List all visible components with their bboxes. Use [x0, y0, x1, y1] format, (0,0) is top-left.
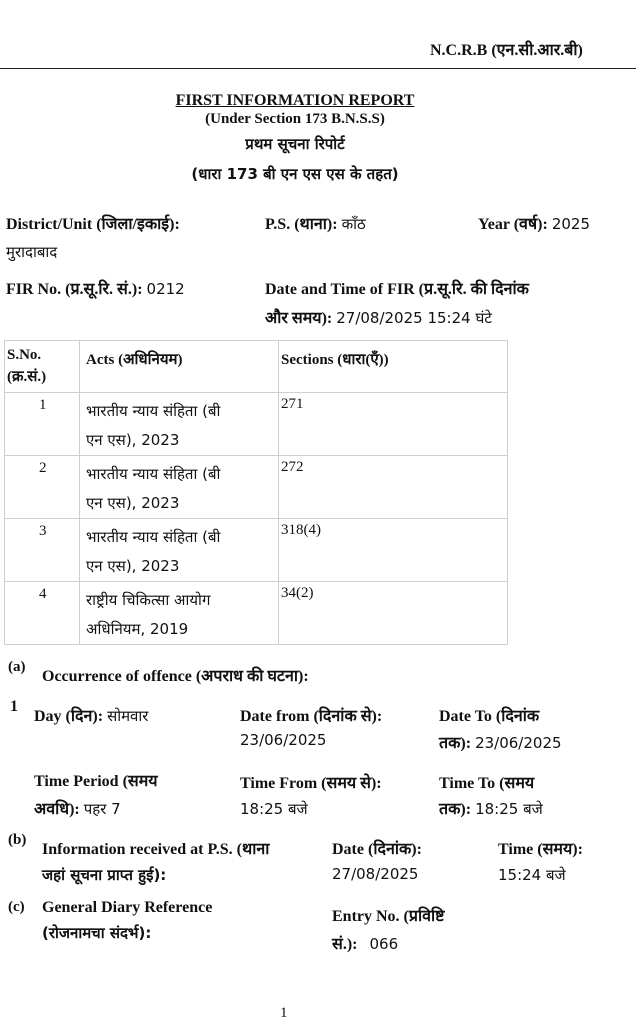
- date-to-field: [439, 731, 562, 753]
- time-to-value: 18:25 बजे: [475, 800, 543, 818]
- info-time-value: 15:24 बजे: [498, 866, 566, 884]
- acts-table-header: [5, 341, 508, 393]
- row-section: 318(4): [281, 522, 321, 538]
- header-divider: [0, 68, 636, 69]
- time-from-value: 18:25 बजे: [240, 800, 308, 818]
- acts-table: [4, 340, 508, 645]
- header-cell-sections: [279, 341, 508, 393]
- fir-datetime-label-cont: और समय):: [265, 310, 333, 327]
- section-marker-b: (b): [8, 832, 27, 848]
- info-received-label: Information received at P.S. (थाना: [42, 841, 270, 858]
- entry-no-label: Entry No. (प्रविष्टि: [332, 908, 445, 925]
- date-from-value: 23/06/2025: [240, 731, 327, 749]
- header-cell-acts: [80, 341, 279, 393]
- info-received-label-cont: जहां सूचना प्राप्त हुई):: [42, 866, 167, 884]
- header-sno-line1: S.No.: [7, 347, 42, 363]
- row-act-line1: भारतीय न्याय संहिता (बी: [86, 465, 221, 483]
- district-value: मुरादाबाद: [6, 243, 58, 261]
- entry-no-field: [332, 932, 398, 954]
- table-row: [5, 582, 508, 645]
- entry-no-value: 066: [369, 935, 399, 953]
- header-cell-sno: [5, 341, 80, 393]
- report-subtitle-hindi: (धारा 173 बी एन एस एस के तहत): [191, 165, 399, 183]
- date-from-label: Date from (दिनांक से):: [240, 708, 383, 725]
- year-value: 2025: [551, 215, 591, 233]
- row-sno: 2: [39, 460, 47, 476]
- section-marker-c: (c): [8, 899, 25, 915]
- row-sno: 3: [39, 523, 47, 539]
- row-act-line2: एन एस), 2023: [86, 494, 180, 512]
- time-period-label-cont: अवधि):: [34, 801, 80, 818]
- row-act-line2: अधिनियम, 2019: [86, 620, 189, 638]
- table-row: [5, 519, 508, 582]
- row-section: 272: [281, 459, 304, 475]
- occurrence-item-no: 1: [10, 698, 18, 715]
- report-title: FIRST INFORMATION REPORT: [175, 92, 415, 109]
- time-to-field: [439, 797, 543, 819]
- table-row: [5, 393, 508, 456]
- info-time-label: Time (समय):: [498, 841, 583, 858]
- year-field: [478, 212, 590, 234]
- section-marker-a: (a): [8, 659, 26, 675]
- report-subtitle: (Under Section 173 B.N.S.S): [205, 111, 385, 127]
- row-act-line1: भारतीय न्याय संहिता (बी: [86, 528, 221, 546]
- row-sno: 1: [39, 397, 47, 413]
- date-to-label-cont: तक):: [439, 735, 472, 752]
- time-period-label: Time Period (समय: [34, 773, 158, 790]
- row-act-line1: भारतीय न्याय संहिता (बी: [86, 402, 221, 420]
- row-act-line2: एन एस), 2023: [86, 557, 180, 575]
- row-act-line2: एन एस), 2023: [86, 431, 180, 449]
- gd-reference-label-cont: (रोजनामचा संदर्भ):: [42, 924, 152, 942]
- date-to-value: 23/06/2025: [475, 734, 562, 752]
- time-from-label: Time From (समय से):: [240, 775, 382, 792]
- org-text: N.C.R.B (एन.सी.आर.बी): [430, 42, 583, 59]
- header-sections: Sections (धारा(एँ)): [281, 352, 389, 368]
- info-date-label: Date (दिनांक):: [332, 841, 422, 858]
- district-field: [6, 212, 180, 234]
- occurrence-heading: Occurrence of offence (अपराध की घटना):: [42, 668, 309, 685]
- fir-number-value: 0212: [146, 280, 185, 298]
- entry-no-label-cont: सं.):: [332, 936, 358, 953]
- row-act-line1: राष्ट्रीय चिकित्सा आयोग: [86, 591, 211, 609]
- district-label: District/Unit (जिला/इकाई):: [6, 216, 180, 233]
- time-period-value: पहर 7: [83, 800, 121, 818]
- info-date-value: 27/08/2025: [332, 865, 419, 883]
- row-sno: 4: [39, 586, 47, 602]
- page-number: 1: [280, 1005, 288, 1021]
- year-label: Year (वर्ष):: [478, 216, 548, 233]
- police-station-field: [265, 212, 366, 234]
- fir-number-label: FIR No. (प्र.सू.रि. सं.):: [6, 281, 143, 298]
- time-to-label-cont: तक):: [439, 801, 472, 818]
- org-header: [430, 38, 583, 60]
- date-to-label: Date To (दिनांक: [439, 708, 540, 725]
- header-sno-line2: (क्र.सं.): [7, 369, 47, 385]
- gd-reference-label: General Diary Reference: [42, 899, 213, 916]
- time-to-label: Time To (समय: [439, 775, 535, 792]
- fir-datetime-value: 27/08/2025 15:24 घंटे: [336, 309, 492, 327]
- row-section: 271: [281, 396, 304, 412]
- fir-number-field: [6, 277, 185, 299]
- day-value: सोमवार: [107, 707, 149, 725]
- header-acts: Acts (अधिनियम): [86, 352, 183, 368]
- police-station-value: काँठ: [341, 215, 366, 233]
- fir-datetime-label: Date and Time of FIR (प्र.सू.रि. की दिनांक: [265, 281, 529, 298]
- time-period-field: [34, 797, 121, 819]
- day-field: [34, 704, 148, 726]
- table-row: [5, 456, 508, 519]
- day-label: Day (दिन):: [34, 708, 104, 725]
- row-section: 34(2): [281, 585, 314, 601]
- report-title-hindi: प्रथम सूचना रिपोर्ट: [245, 135, 345, 153]
- fir-datetime-field: [265, 306, 492, 328]
- police-station-label: P.S. (थाना):: [265, 216, 338, 233]
